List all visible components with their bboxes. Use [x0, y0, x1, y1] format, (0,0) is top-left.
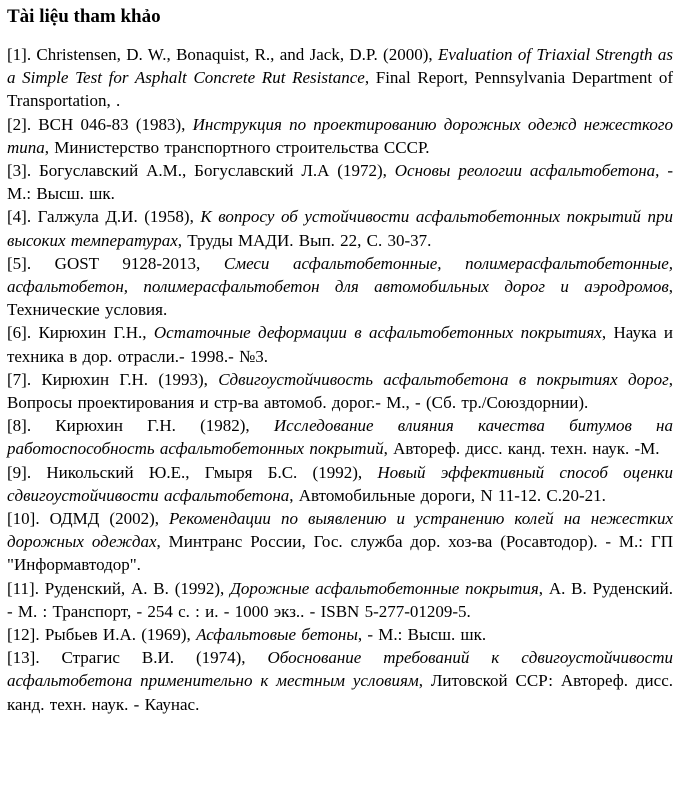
- reference-entry: [7, 414, 673, 460]
- reference-entry: [7, 159, 673, 205]
- reference-text-segment: , Final Report, Pennsylvania Department of Transportation, .: [7, 68, 674, 111]
- reference-text-segment: [12]. Рыбьев И.А. (1969),: [7, 625, 197, 645]
- reference-work-title: Обоснование требований к сдвигоустойчивости асфальтобетона применительно к местным условиям: [7, 648, 673, 691]
- reference-text-segment: , Автомобильные дороги, N 11-12. С.20-21.: [289, 485, 606, 505]
- reference-work-title: Инструкция по проектированию дорожных одежд нежесткого типа: [7, 114, 673, 157]
- reference-text-segment: [9]. Никольский Ю.Е., Гмыря Б.С. (1992),: [7, 462, 378, 482]
- reference-entry: [7, 368, 673, 414]
- reference-work-title: Evaluation of Triaxial Strength as a Simple Test for Asphalt Concrete Rut Resistance: [7, 45, 673, 88]
- reference-work-title: К вопросу об устойчивости асфальтобетонных покрытий при высоких температурах: [7, 207, 673, 250]
- reference-text-segment: , А. В. Руденский. - М. : Транспорт, - 254 с. : и. - 1000 экз.. - ISBN 5-277-01209-5.: [7, 578, 674, 621]
- reference-entry: [7, 321, 673, 367]
- reference-entry: [7, 252, 673, 322]
- reference-text-segment: [3]. Богуславский А.М., Богуславский Л.А (1972),: [7, 161, 395, 181]
- reference-text-segment: , Вопросы проектирования и стр-ва автомоб. дорог.- М., - (Сб. тр./Союздорнии).: [7, 369, 674, 413]
- reference-text-segment: , - М.: Высш. шк.: [7, 161, 673, 204]
- reference-work-title: Асфальтовые бетоны: [196, 625, 358, 645]
- reference-work-title: Рекомендации по выявлению и устранению колей на нежестких дорожных одеждах: [7, 509, 673, 552]
- reference-text-segment: , Литовской ССР: Автореф. дисс. канд. техн. наук. - Каунас.: [7, 671, 673, 714]
- reference-entry: [7, 461, 673, 507]
- reference-work-title: Сдвигоустойчивость асфальтобетона в покрытиях дорог: [218, 369, 669, 389]
- reference-text-segment: [1]. Christensen, D. W., Bonaquist, R., and Jack, D.P. (2000),: [7, 45, 438, 64]
- reference-text-segment: , Труды МАДИ. Вып. 22, С. 30-37.: [177, 230, 432, 250]
- reference-text-segment: [4]. Галжула Д.И. (1958),: [7, 207, 201, 227]
- reference-text-segment: , Министерство транспортного строительства СССР.: [44, 137, 430, 157]
- reference-entry: [7, 507, 673, 577]
- page-title: Tài liệu tham khảo: [7, 6, 161, 27]
- reference-text-segment: [7]. Кирюхин Г.Н. (1993),: [7, 369, 219, 389]
- reference-work-title: Остаточные деформации в асфальтобетонных покрытиях: [153, 323, 602, 343]
- reference-text-segment: , Автореф. дисс. канд. техн. наук. -М.: [383, 439, 660, 459]
- reference-entry: [7, 577, 673, 623]
- reference-entry: [7, 43, 673, 113]
- reference-text-segment: [11]. Руденский, А. В. (1992),: [7, 578, 231, 598]
- reference-text-segment: , - М.: Высш. шк.: [357, 625, 487, 645]
- references-list: [7, 43, 673, 716]
- reference-text-segment: [5]. GOST 9128-2013,: [7, 253, 224, 273]
- reference-text-segment: [6]. Кирюхин Г.Н.,: [7, 323, 154, 343]
- reference-work-title: Смеси асфальтобетонные, полимерасфальтобетонные, асфальтобетон, полимерасфальтобетон для автомобильных дорог и аэродромов: [7, 253, 673, 297]
- reference-entry: [7, 113, 673, 159]
- reference-work-title: Основы реологии асфальтобетона: [394, 161, 656, 181]
- reference-text-segment: , Минтранс России, Гос. служба дор. хоз-ва (Росавтодор). - М.: ГП "Информавтодор".: [7, 532, 674, 575]
- reference-entry: [7, 205, 673, 251]
- reference-text-segment: , Наука и техника в дор. отрасли.- 1998.- №3.: [7, 323, 673, 366]
- reference-text-segment: [10]. ОДМД (2002),: [7, 509, 170, 529]
- reference-work-title: Дорожные асфальтобетонные покрытия: [230, 578, 539, 598]
- reference-text-segment: [2]. ВСН 046-83 (1983),: [7, 114, 193, 134]
- reference-entry: [7, 623, 673, 646]
- reference-work-title: Исследование влияния качества битумов на работоспособность асфальтобетонных покрытий: [7, 416, 673, 459]
- reference-text-segment: [13]. Страгис В.И. (1974),: [7, 648, 268, 668]
- reference-work-title: Новый эффективный способ оценки сдвигоустойчивости асфальтобетона: [7, 462, 673, 505]
- reference-text-segment: , Технические условия.: [7, 277, 673, 320]
- reference-entry: [7, 646, 673, 716]
- reference-text-segment: [8]. Кирюхин Г.Н. (1982),: [7, 416, 274, 436]
